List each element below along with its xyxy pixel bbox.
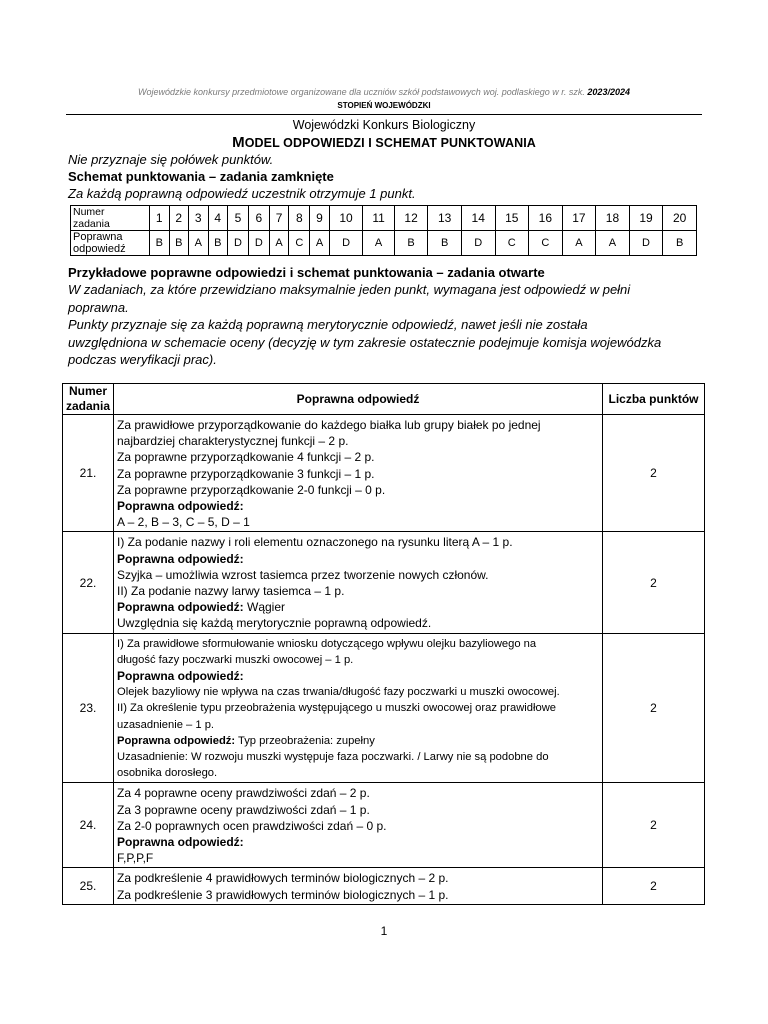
- answer-cell: D: [329, 231, 363, 256]
- task-number: 25.: [63, 868, 114, 904]
- stage-label: STOPIEŃ WOJEWÓDZKI: [337, 101, 431, 110]
- answer-cell: D: [228, 231, 249, 256]
- scheme-line: osobnika dorosłego.: [117, 767, 218, 780]
- table-row: [63, 532, 705, 633]
- answer-cell: D: [629, 231, 663, 256]
- answer-cell: B: [663, 231, 697, 256]
- scheme-line: Za 2-0 poprawnych ocen prawdziwości zdań – 0 p.: [117, 818, 387, 833]
- answer-scheme: [114, 868, 603, 904]
- no-half-points-note: Nie przyznaje się połówek punktów.: [68, 152, 274, 167]
- answer-cell: A: [596, 231, 630, 256]
- task-number-row: [71, 206, 697, 231]
- task-number-header: Numer zadania: [71, 206, 150, 231]
- task-number-cell: 16: [529, 206, 563, 231]
- page-number: 1: [380, 924, 388, 938]
- answer-cell: B: [394, 231, 428, 256]
- points-value: 2: [603, 868, 705, 904]
- header-divider: [66, 114, 702, 115]
- points-value: 2: [603, 415, 705, 532]
- answer-scheme: [114, 783, 603, 868]
- school-year: 2023/2024: [587, 87, 630, 97]
- task-number-cell: 18: [596, 206, 630, 231]
- scheme-line: I) Za podanie nazwy i roli elementu oznaczonego na rysunku literą A – 1 p.: [117, 535, 513, 550]
- open-intro-para1-line1: W zadaniach, za które przewidziano maksymalnie jeden punkt, wymagana jest odpowiedź w pełni: [68, 282, 631, 297]
- open-table-header-row: [63, 384, 705, 415]
- answer-cell: A: [562, 231, 596, 256]
- scheme-line: Za 4 poprawne oceny prawdziwości zdań – 2 p.: [117, 786, 370, 801]
- scheme-line: Za podkreślenie 3 prawidłowych terminów biologicznych – 1 p.: [117, 887, 449, 902]
- answer-text: Wągier: [243, 600, 286, 615]
- answer-header: Poprawna odpowiedź: [71, 231, 150, 256]
- scheme-line: Poprawna odpowiedź:: [117, 835, 244, 850]
- task-number-cell: 6: [248, 206, 269, 231]
- scheme-line: Poprawna odpowiedź:: [117, 499, 244, 514]
- answer-cell: A: [363, 231, 394, 256]
- open-intro-para1-line2: poprawna.: [68, 300, 129, 315]
- scheme-line: II) Za podanie nazwy larwy tasiemca – 1 p.: [117, 584, 345, 599]
- answer-scheme: [114, 532, 603, 633]
- answer-cell: B: [169, 231, 189, 256]
- open-tasks-heading: Przykładowe poprawne odpowiedzi i schemat punktowania – zadania otwarte: [68, 265, 545, 280]
- scheme-line: najbardziej charakterystycznej funkcji – 2 p.: [117, 434, 349, 449]
- answer-row: [71, 231, 697, 256]
- task-number-cell: 5: [228, 206, 249, 231]
- task-number-cell: 13: [428, 206, 462, 231]
- task-number-column-header: Numer zadania: [63, 384, 114, 415]
- scheme-line: uzasadnienie – 1 p.: [117, 718, 215, 731]
- task-number: 21.: [63, 415, 114, 532]
- answer-cell: A: [269, 231, 289, 256]
- task-number-cell: 15: [495, 206, 529, 231]
- scheme-line: Uwzględnia się każdą merytorycznie poprawną odpowiedź.: [117, 616, 432, 631]
- answer-label: Poprawna odpowiedź:: [117, 600, 244, 615]
- scheme-line: Szyjka – umożliwia wzrost tasiemca przez tworzenie nowych członów.: [117, 567, 489, 582]
- scheme-line: długość fazy poczwarki muszki owocowej – 1 p.: [117, 653, 354, 666]
- points-value: 2: [603, 783, 705, 868]
- scheme-line: Za prawidłowe przyporządkowanie do każdego białka lub grupy białek po jednej: [117, 418, 541, 432]
- table-row: [63, 783, 705, 868]
- answer-cell: C: [529, 231, 563, 256]
- answer-cell: B: [428, 231, 462, 256]
- task-number-cell: 1: [150, 206, 170, 231]
- scheme-line: Poprawna odpowiedź:: [117, 551, 244, 566]
- contest-name: Wojewódzki Konkurs Biologiczny: [292, 118, 476, 132]
- task-number-cell: 12: [394, 206, 428, 231]
- task-number-cell: 7: [269, 206, 289, 231]
- open-intro-para2-line2: uwzględniona w schemacie oceny (decyzję w tym zakresie ostatecznie podejmuje komisja wojewódzka: [68, 335, 662, 350]
- task-number-cell: 2: [169, 206, 189, 231]
- scheme-line: Za podkreślenie 4 prawidłowych terminów biologicznych – 2 p.: [117, 871, 449, 886]
- task-number-cell: 3: [189, 206, 209, 231]
- answer-scheme: [114, 633, 603, 783]
- task-number-cell: 20: [663, 206, 697, 231]
- points-column-header: Liczba punktów: [603, 384, 705, 415]
- scheme-line: [117, 733, 600, 749]
- answer-cell: A: [310, 231, 330, 256]
- task-number: 22.: [63, 532, 114, 633]
- answer-label: Poprawna odpowiedź:: [117, 734, 236, 747]
- closed-tasks-heading: Schemat punktowania – zadania zamknięte: [68, 169, 334, 184]
- answer-cell: D: [248, 231, 269, 256]
- open-intro-para2-line3: podczas weryfikacji prac).: [68, 352, 217, 367]
- document-title: MODEL ODPOWIEDZI I SCHEMAT PUNKTOWANIA: [232, 134, 536, 151]
- task-number: 23.: [63, 633, 114, 783]
- scheme-line: [117, 599, 600, 615]
- answer-cell: C: [495, 231, 529, 256]
- points-value: 2: [603, 532, 705, 633]
- task-number-cell: 19: [629, 206, 663, 231]
- points-value: 2: [603, 633, 705, 783]
- scheme-line: Uzasadnienie: W rozwoju muszki występuje faza poczwarki. / Larwy nie są podobne do: [117, 751, 549, 764]
- task-number-cell: 8: [289, 206, 310, 231]
- task-number-cell: 4: [208, 206, 228, 231]
- task-number-cell: 9: [310, 206, 330, 231]
- answer-scheme: [114, 415, 603, 532]
- scheme-line: Olejek bazyliowy nie wpływa na czas trwania/długość fazy poczwarki u muszki owocowej.: [117, 686, 560, 699]
- task-number: 24.: [63, 783, 114, 868]
- table-row: [63, 868, 705, 904]
- answer-cell: C: [289, 231, 310, 256]
- answer-cell: B: [208, 231, 228, 256]
- scheme-line: Poprawna odpowiedź:: [117, 669, 244, 684]
- task-number-cell: 11: [363, 206, 394, 231]
- answer-cell: B: [150, 231, 170, 256]
- table-row: [63, 415, 705, 532]
- organizer-header: Wojewódzkie konkursy przedmiotowe organizowane dla uczniów szkół podstawowych woj. podlaskiego w r. szk. 2023/2024: [138, 87, 630, 97]
- answer-cell: D: [461, 231, 495, 256]
- task-number-cell: 10: [329, 206, 363, 231]
- answer-cell: A: [189, 231, 209, 256]
- scheme-line: I) Za prawidłowe sformułowanie wniosku dotyczącego wpływu olejku bazyliowego na: [117, 637, 537, 650]
- task-number-cell: 17: [562, 206, 596, 231]
- scheme-line: F,P,P,F: [117, 851, 154, 866]
- scheme-line: A – 2, B – 3, C – 5, D – 1: [117, 515, 250, 530]
- open-intro-para2-line1: Punkty przyznaje się za każdą poprawną merytorycznie odpowiedź, nawet jeśli nie została: [68, 317, 588, 332]
- closed-answers-table: [70, 205, 697, 256]
- scheme-line: Za poprawne przyporządkowanie 2-0 funkcji – 0 p.: [117, 482, 386, 497]
- table-row: [63, 633, 705, 783]
- open-answers-table: [62, 383, 705, 905]
- scheme-line: Za poprawne przyporządkowanie 4 funkcji – 2 p.: [117, 450, 375, 465]
- answer-column-header: Poprawna odpowiedź: [114, 384, 603, 415]
- closed-tasks-note: Za każdą poprawną odpowiedź uczestnik otrzymuje 1 punkt.: [68, 186, 416, 201]
- scheme-line: II) Za określenie typu przeobrażenia występującego u muszki owocowej oraz prawidłowe: [117, 702, 557, 715]
- task-number-cell: 14: [461, 206, 495, 231]
- answer-text: Typ przeobrażenia: zupełny: [235, 734, 375, 747]
- scheme-line: Za poprawne przyporządkowanie 3 funkcji – 1 p.: [117, 466, 375, 481]
- scheme-line: Za 3 poprawne oceny prawdziwości zdań – 1 p.: [117, 802, 370, 817]
